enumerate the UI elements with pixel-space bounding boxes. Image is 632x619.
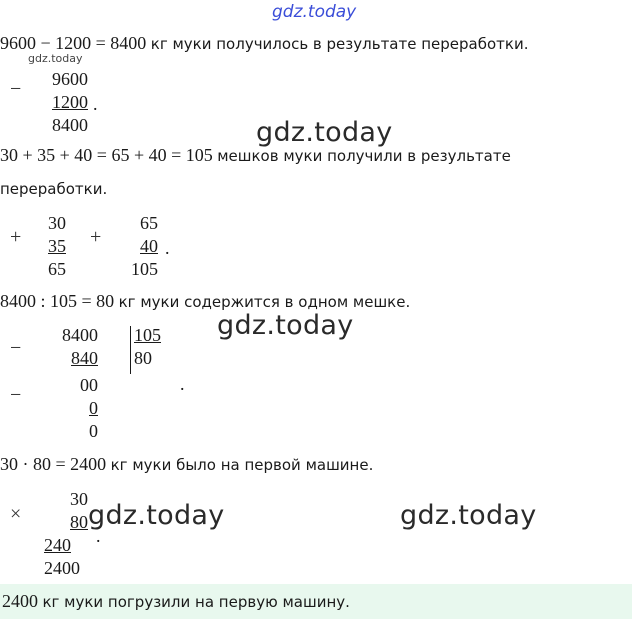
step3-text: кг муки содержится в одном мешке. — [118, 293, 411, 311]
step3-minus-sign-2: − — [10, 384, 22, 406]
step2-line-2 — [0, 176, 107, 202]
answer-text: кг муки погрузили на первую машину. — [42, 593, 350, 611]
step1-dot: . — [93, 94, 98, 114]
step1-minuend: 9600 — [52, 69, 88, 89]
step4-product: 2400 — [44, 558, 80, 578]
step3-expression: 8400 : 105 = 80 — [0, 291, 115, 311]
step2-text: мешков муки получили в результате — [217, 147, 511, 165]
step2-addend-a: 30 — [48, 213, 66, 233]
step4-times-sign: × — [10, 503, 22, 525]
step3-division-bar — [130, 326, 131, 374]
step1-minus-sign: − — [10, 78, 22, 100]
step2-dot: . — [165, 238, 170, 258]
step1-subtrahend: 1200 — [52, 92, 88, 112]
step3-dot: . — [180, 374, 185, 394]
step2-addend-b: 35 — [48, 236, 66, 256]
watermark-small: gdz.today — [28, 52, 83, 65]
step2-plus-sign-1: + — [10, 226, 22, 248]
step4-dot: . — [96, 526, 101, 546]
step3-first-subtrahend: 840 — [71, 348, 98, 368]
step3-final-remainder: 0 — [89, 421, 98, 441]
step3-quotient: 80 — [134, 348, 152, 368]
step2-plus-sign-2: + — [90, 226, 102, 248]
step4-factor-b: 80 — [70, 512, 88, 532]
step2-expression: 30 + 35 + 40 = 65 + 40 = 105 — [0, 145, 213, 165]
step4-partial-product: 240 — [44, 535, 71, 555]
step4-line — [0, 451, 373, 477]
answer-line — [2, 588, 350, 614]
step3-minus-sign-1: − — [10, 337, 22, 359]
step1-column-subtraction — [44, 68, 88, 137]
step3-division-right — [134, 324, 168, 370]
step2-column-addition-1 — [40, 212, 66, 281]
step3-dividend: 8400 — [62, 325, 98, 345]
step2-line — [0, 142, 511, 168]
step3-divisor: 105 — [134, 325, 161, 345]
step4-factor-a: 30 — [70, 489, 88, 509]
answer-bar — [0, 584, 632, 619]
step3-first-remainder: 00 — [80, 375, 98, 395]
step2-addend-c: 65 — [140, 213, 158, 233]
step1-text: кг муки получилось в результате переработки. — [150, 35, 529, 53]
watermark-big-4: gdz.today — [400, 500, 537, 531]
step3-division-left — [52, 324, 98, 370]
step2-sum-1: 65 — [48, 259, 66, 279]
watermark-big-1: gdz.today — [256, 117, 393, 148]
step4-text: кг муки было на первой машине. — [110, 456, 374, 474]
step2-text-continued: переработки. — [0, 180, 108, 198]
step3-division-remainders — [72, 374, 98, 443]
watermark-big-3: gdz.today — [88, 500, 225, 531]
step2-addend-d: 40 — [140, 236, 158, 256]
step4-column-multiplication — [44, 488, 88, 580]
watermark-big-2: gdz.today — [217, 310, 354, 341]
answer-value: 2400 — [2, 591, 38, 611]
step1-difference: 8400 — [52, 115, 88, 135]
step1-expression: 9600 − 1200 = 8400 — [0, 33, 147, 53]
step4-expression: 30 · 80 = 2400 — [0, 454, 107, 474]
watermark-top: gdz.today — [272, 2, 357, 22]
step2-sum-2: 105 — [131, 259, 158, 279]
step3-second-subtrahend: 0 — [89, 398, 98, 418]
step2-column-addition-2 — [124, 212, 158, 281]
